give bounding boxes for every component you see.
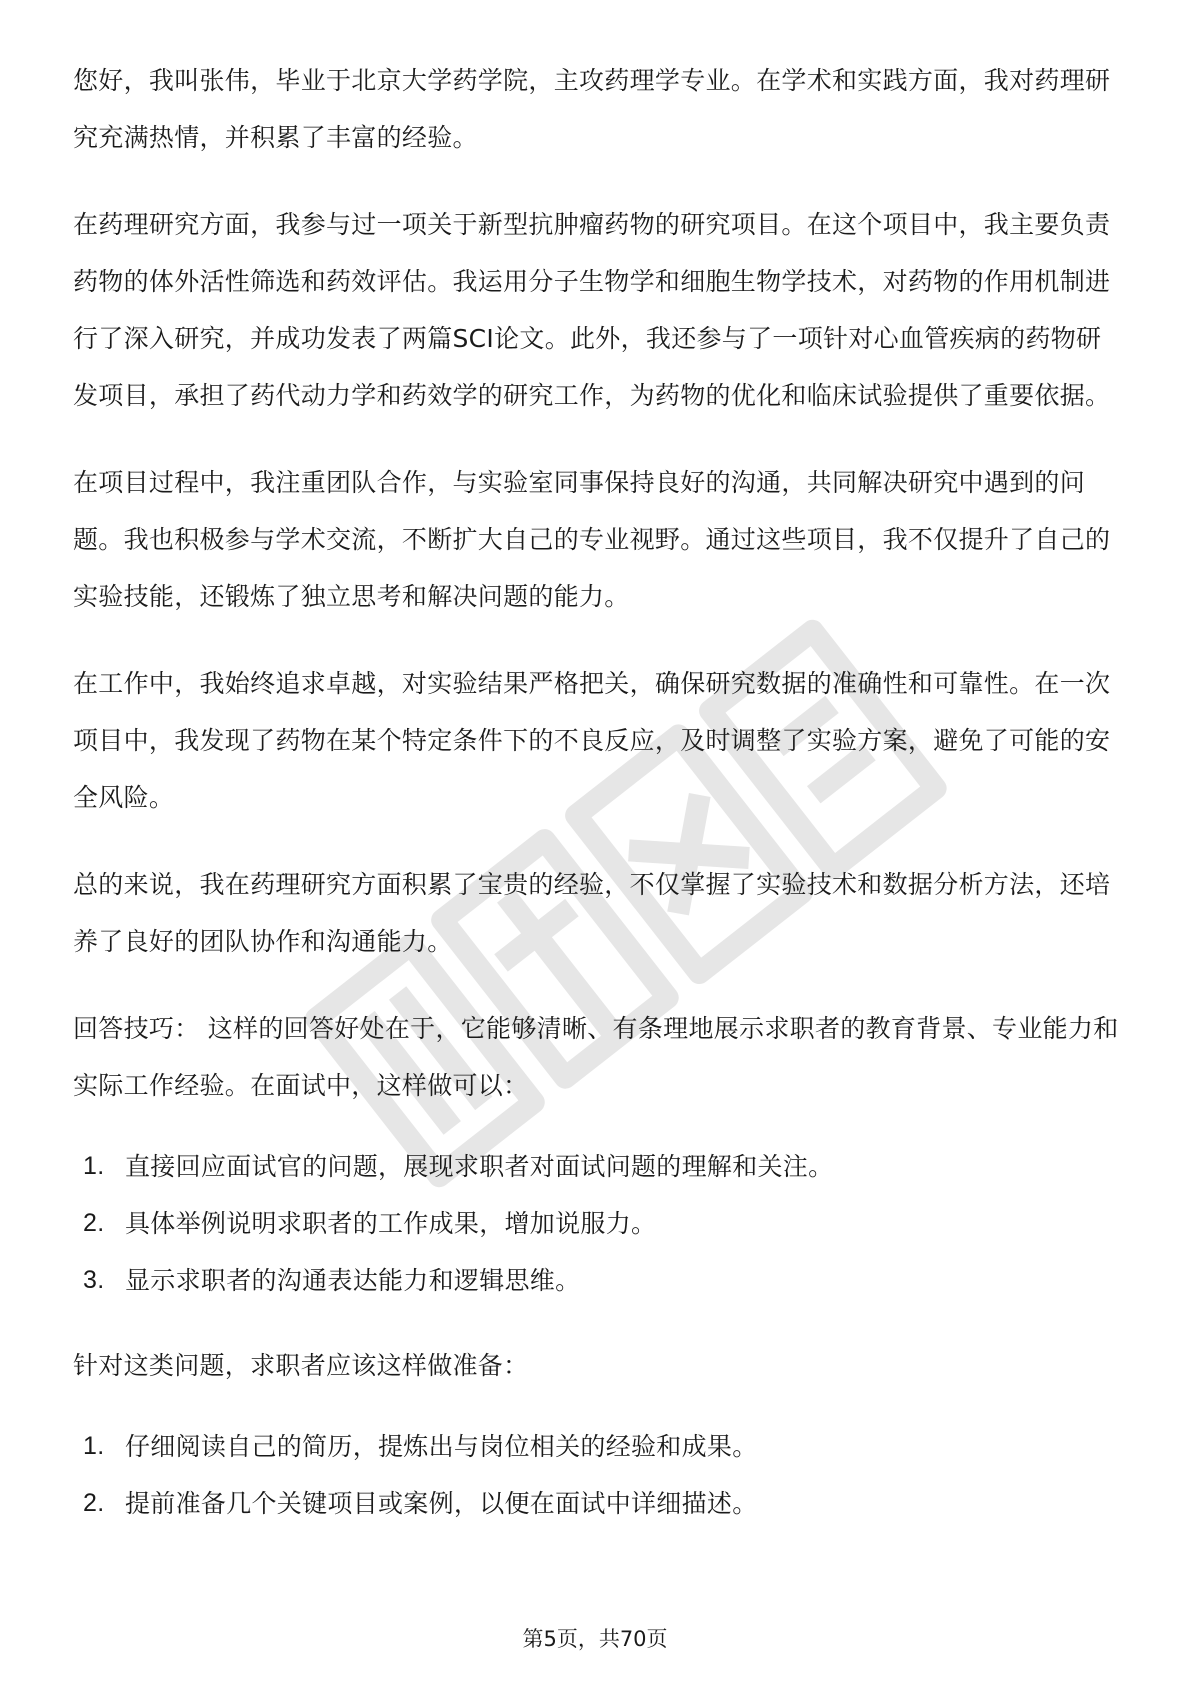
list-item xyxy=(83,1252,1123,1309)
teamwork-paragraph: 在项目过程中，我注重团队合作，与实验室同事保持良好的沟通，共同解决研究中遇到的问题。我也积极参与学术交流，不断扩大自己的专业视野。通过这些项目，我不仅提升了自己的实验技能，还锻炼了独立思考和解决问题的能力。 xyxy=(73,468,1111,611)
list-item-number: 1. xyxy=(83,1152,105,1180)
document-body xyxy=(73,52,1123,1560)
list-item xyxy=(83,1195,1123,1252)
list-item-number: 2. xyxy=(83,1209,105,1237)
list-item-text: 提前准备几个关键项目或案例，以便在面试中详细描述。 xyxy=(125,1489,758,1518)
list-item xyxy=(83,1475,1123,1532)
work-attitude-paragraph: 在工作中，我始终追求卓越，对实验结果严格把关，确保研究数据的准确性和可靠性。在一次项目中，我发现了药物在某个特定条件下的不良反应，及时调整了实验方案，避免了可能的安全风险。 xyxy=(73,669,1111,812)
summary-paragraph: 总的来说，我在药理研究方面积累了宝贵的经验，不仅掌握了实验技术和数据分析方法，还培养了良好的团队协作和沟通能力。 xyxy=(73,870,1111,956)
list-item-text: 直接回应面试官的问题，展现求职者对面试问题的理解和关注。 xyxy=(125,1152,834,1181)
list-item-number: 1. xyxy=(83,1432,105,1460)
list-item-number: 3. xyxy=(83,1266,105,1294)
list-item-text: 具体举例说明求职者的工作成果，增加说服力。 xyxy=(125,1209,657,1238)
list-item-text: 显示求职者的沟通表达能力和逻辑思维。 xyxy=(125,1266,581,1295)
preparation-list xyxy=(73,1418,1123,1532)
page-number-footer: 第5页，共70页 xyxy=(522,1627,668,1651)
list-item-text: 仔细阅读自己的简历，提炼出与岗位相关的经验和成果。 xyxy=(125,1432,758,1461)
answer-tips-paragraph: 回答技巧： 这样的回答好处在于，它能够清晰、有条理地展示求职者的教育背景、专业能力和实际工作经验。在面试中，这样做可以： xyxy=(73,1014,1119,1100)
tips-list xyxy=(73,1138,1123,1309)
list-item-number: 2. xyxy=(83,1489,105,1517)
research-paragraph: 在药理研究方面，我参与过一项关于新型抗肿瘤药物的研究项目。在这个项目中，我主要负责药物的体外活性筛选和药效评估。我运用分子生物学和细胞生物学技术，对药物的作用机制进行了深入研究，并成功发表了两篇SCI论文。此外，我还参与了一项针对心血管疾病的药物研发项目，承担了药代动力学和药效学的研究工作，为药物的优化和临床试验提供了重要依据。 xyxy=(73,210,1111,410)
intro-paragraph: 您好，我叫张伟，毕业于北京大学药学院，主攻药理学专业。在学术和实践方面，我对药理研究充满热情，并积累了丰富的经验。 xyxy=(73,66,1111,152)
preparation-intro: 针对这类问题，求职者应该这样做准备： xyxy=(73,1351,529,1380)
list-item xyxy=(83,1418,1123,1475)
list-item xyxy=(83,1138,1123,1195)
